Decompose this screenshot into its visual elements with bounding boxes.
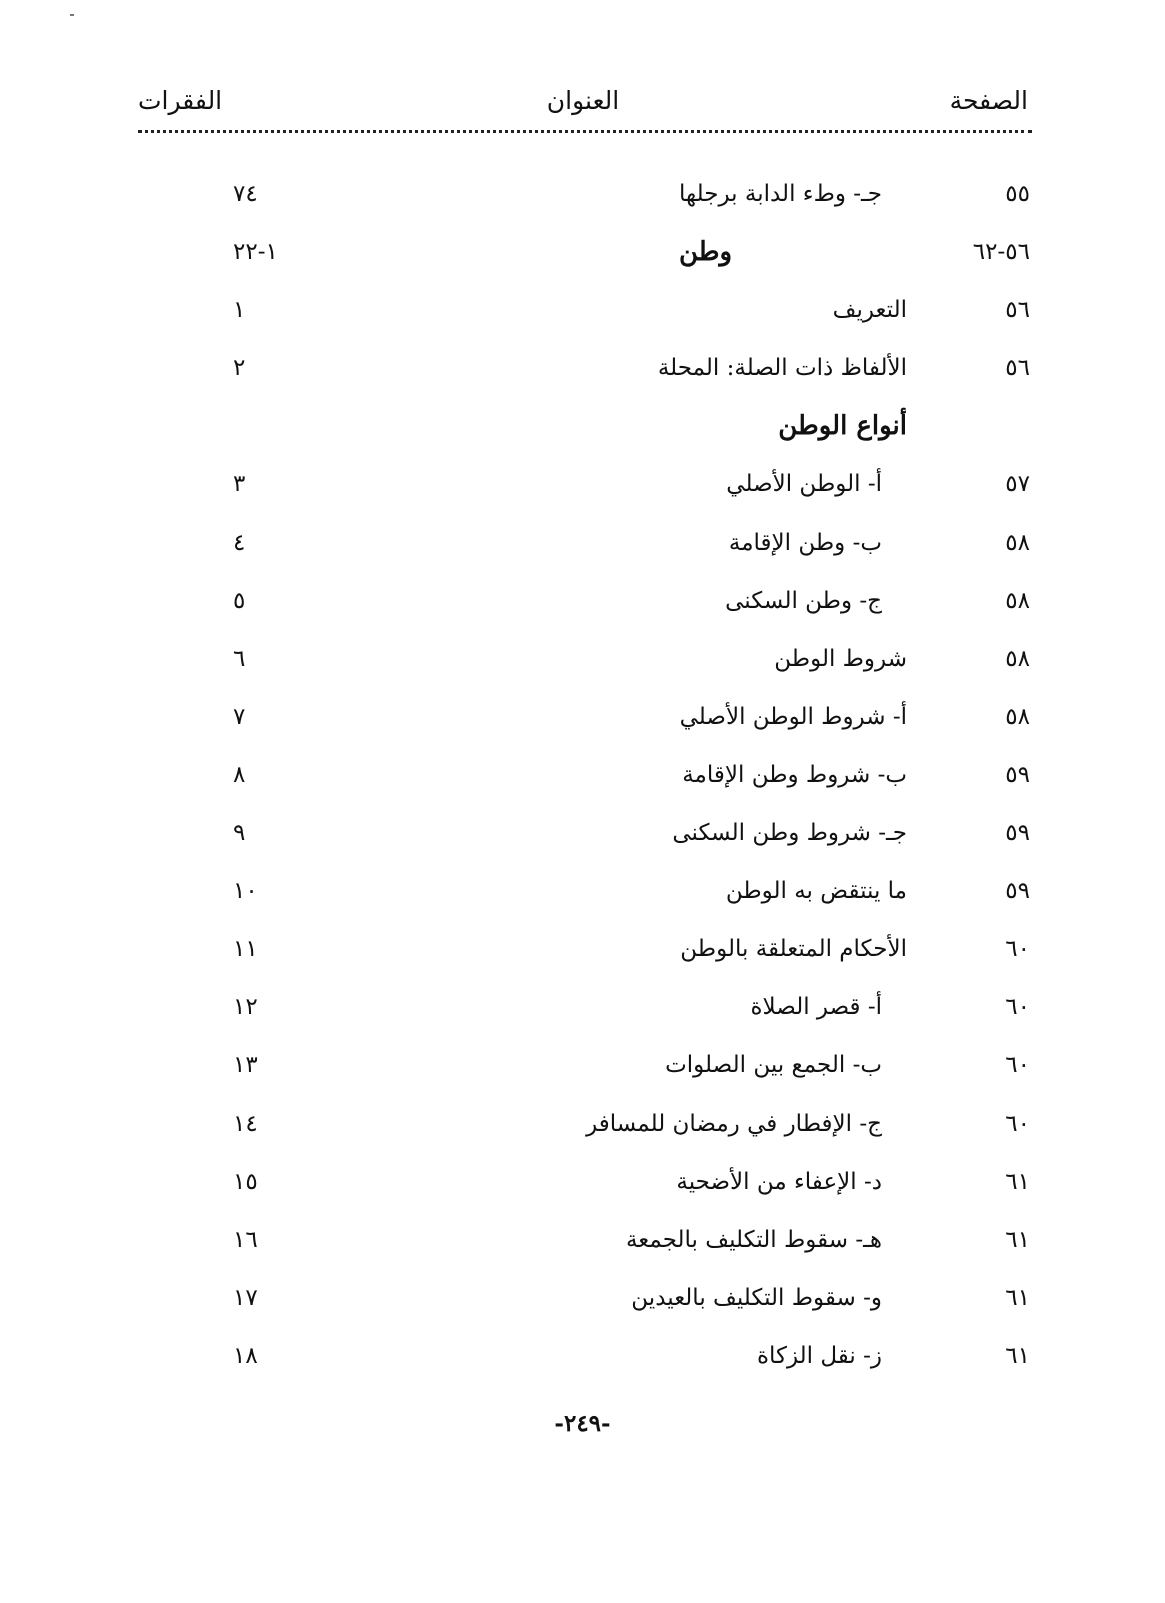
toc-title: ج- وطن السكنى: [725, 587, 882, 614]
toc-paragraphs: ١٧: [233, 1284, 258, 1311]
toc-paragraphs: ١: [233, 297, 246, 324]
toc-page: ٥٩: [1005, 761, 1030, 788]
toc-title: جـ- وطء الدابة برجلها: [679, 181, 882, 207]
toc-row: [138, 1039, 1032, 1097]
toc-page: ٥٧: [1005, 471, 1030, 498]
toc-row: [138, 633, 1032, 691]
toc-page: ٦١: [1005, 1168, 1030, 1195]
toc-paragraphs: ٣: [233, 471, 246, 498]
toc-paragraphs: ٦: [233, 645, 246, 672]
toc-page: ٥٩: [1005, 878, 1030, 905]
toc-row: [138, 1272, 1032, 1330]
toc-paragraphs: ١٦: [233, 1226, 258, 1253]
toc-title: و- سقوط التكليف بالعيدين: [631, 1284, 882, 1311]
toc-paragraphs: ١٣: [233, 1052, 258, 1079]
toc-paragraphs: ٩: [233, 820, 246, 847]
toc-title: ج- الإفطار في رمضان للمسافر: [586, 1110, 882, 1137]
toc-paragraphs: ٢: [233, 355, 246, 382]
toc-row: [138, 691, 1032, 749]
toc-section-title: وطن: [678, 237, 732, 268]
toc-subsection-title: أنواع الوطن: [778, 411, 907, 442]
toc-paragraphs: ٥: [233, 587, 246, 614]
toc-title: د- الإعفاء من الأضحية: [676, 1168, 882, 1195]
toc-title: هـ- سقوط التكليف بالجمعة: [625, 1226, 882, 1253]
toc-paragraphs: ١-٢٢: [233, 239, 278, 266]
toc-paragraphs: ٧: [233, 703, 246, 730]
dotted-separator: [138, 130, 1032, 133]
header-page-label: الصفحة: [949, 86, 1028, 115]
toc-page: ٥٨: [1005, 529, 1030, 556]
toc-page: ٦١: [1005, 1342, 1030, 1369]
toc-title: الألفاظ ذات الصلة: المحلة: [657, 355, 907, 382]
toc-row: [138, 342, 1032, 400]
toc-title: التعريف: [832, 297, 907, 324]
scan-speck: [70, 14, 74, 16]
toc-row: [138, 807, 1032, 865]
toc-page: ٥٦: [1005, 355, 1030, 382]
toc-row: [138, 865, 1032, 923]
toc-page: ٥٦: [1005, 297, 1030, 324]
toc-paragraphs: ١٢: [233, 994, 258, 1021]
toc-row: [138, 226, 1032, 284]
toc-title: ب- الجمع بين الصلوات: [665, 1052, 882, 1079]
toc-row: [138, 1098, 1032, 1156]
toc-row: [138, 517, 1032, 575]
toc-row: [138, 1214, 1032, 1272]
toc-row: [138, 981, 1032, 1039]
toc-title: ز- نقل الزكاة: [756, 1342, 882, 1369]
toc-page: ٥٨: [1005, 587, 1030, 614]
toc-title: جـ- شروط وطن السكنى: [672, 820, 907, 847]
toc-row: [138, 284, 1032, 342]
toc-page: ٥٥: [1005, 181, 1030, 207]
toc-title: أ- الوطن الأصلي: [726, 471, 882, 498]
toc-row: [138, 1330, 1032, 1388]
toc-paragraphs: ١١: [233, 936, 258, 963]
toc-paragraphs: ٨: [233, 761, 246, 788]
toc-page: ٥٩: [1005, 820, 1030, 847]
header-title-label: العنوان: [546, 86, 620, 115]
toc-paragraphs: ١٨: [233, 1342, 258, 1369]
toc-header: [138, 78, 1028, 138]
header-paragraphs-label: الفقرات: [138, 86, 223, 115]
toc-title: ب- شروط وطن الإقامة: [682, 761, 907, 788]
toc-row: [138, 400, 1032, 458]
toc-paragraphs: ١٠: [233, 878, 258, 905]
toc-row: [138, 575, 1032, 633]
page-number: -٢٤٩-: [554, 1410, 611, 1437]
toc-paragraphs: ١٤: [233, 1110, 258, 1137]
toc-page: ٦٠: [1005, 1110, 1030, 1137]
toc-page: ٥٨: [1005, 645, 1030, 672]
toc-title: شروط الوطن: [774, 645, 907, 672]
toc-title: الأحكام المتعلقة بالوطن: [680, 936, 907, 963]
toc-title: أ- شروط الوطن الأصلي: [679, 703, 907, 730]
toc-title: أ- قصر الصلاة: [750, 994, 882, 1021]
toc-page: ٦٠: [1005, 1052, 1030, 1079]
toc-row: [138, 168, 1032, 226]
toc-page: ٥٦-٦٢: [972, 239, 1030, 266]
toc-paragraphs: ١٥: [233, 1168, 258, 1195]
toc-paragraphs: ٧٤: [233, 181, 258, 207]
toc-paragraphs: ٤: [233, 529, 246, 556]
toc-page: ٦١: [1005, 1226, 1030, 1253]
toc-row: [138, 749, 1032, 807]
toc-page: ٥٨: [1005, 703, 1030, 730]
toc-page: ٦٠: [1005, 994, 1030, 1021]
toc-row: [138, 458, 1032, 516]
toc-page: ٦١: [1005, 1284, 1030, 1311]
toc-page: ٦٠: [1005, 936, 1030, 963]
toc-row: [138, 923, 1032, 981]
toc-table: [138, 168, 1032, 1388]
toc-title: ما ينتقض به الوطن: [725, 878, 907, 905]
toc-row: [138, 1156, 1032, 1214]
toc-title: ب- وطن الإقامة: [728, 529, 882, 556]
